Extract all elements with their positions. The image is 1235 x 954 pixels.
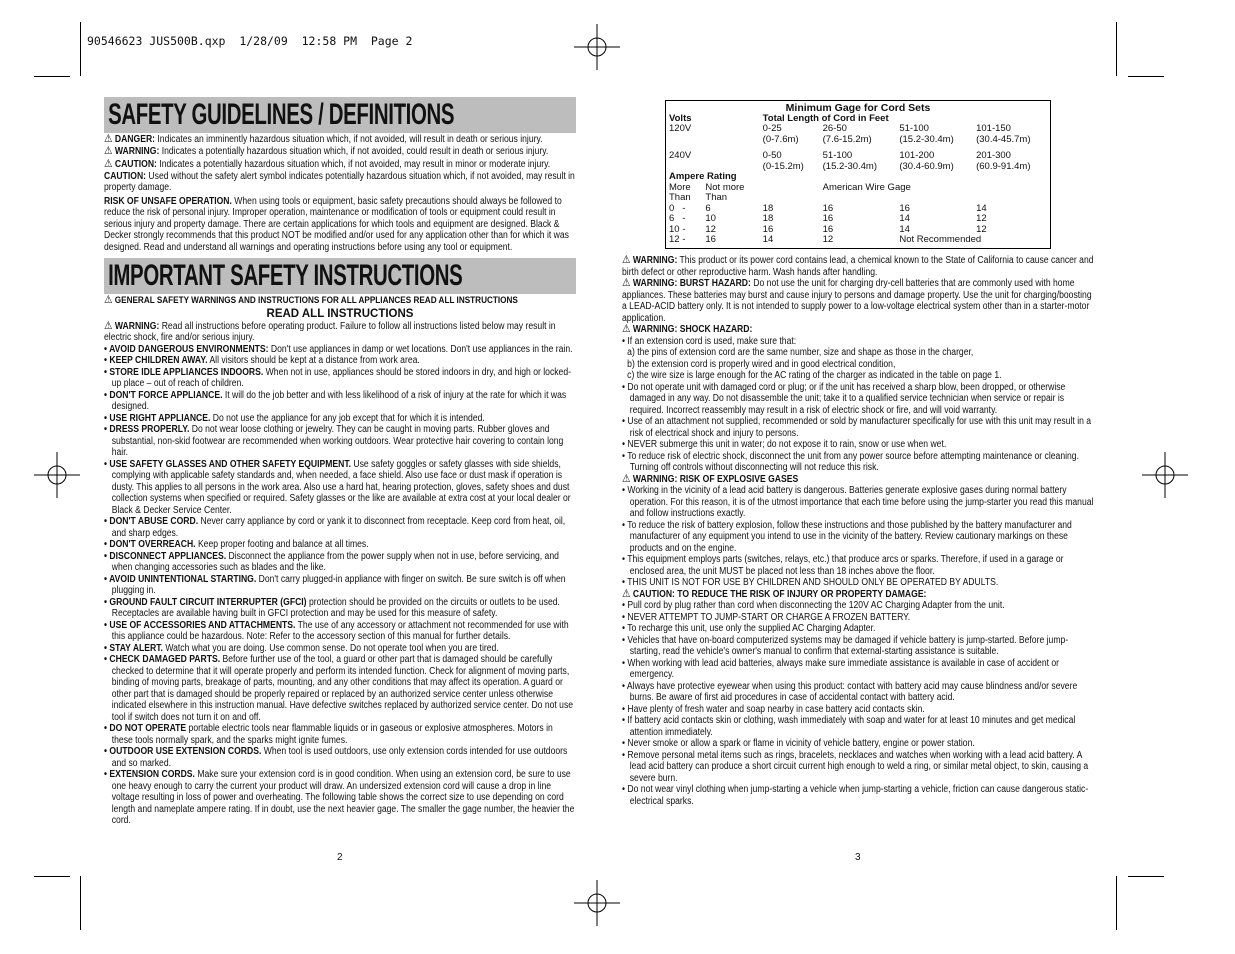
table-row — [666, 151, 1051, 162]
warning-paragraph — [104, 321, 576, 344]
shock-sub-list — [622, 347, 1094, 382]
list-item — [104, 516, 576, 539]
table-cell: (7.6-15.2m) — [822, 133, 872, 145]
definition-danger — [104, 134, 576, 146]
table-row — [666, 135, 1051, 146]
item-label: DON'T OVERREACH. — [109, 539, 196, 550]
table-cell: Than — [705, 192, 728, 203]
table-cell: (30.4-45.7m) — [976, 133, 1031, 145]
left-page — [104, 97, 576, 827]
crop-mark — [1128, 876, 1164, 877]
warning-text: Do not use the unit for charging dry-cell batteries that are commonly used with home appliances. These batteries may burst and cause injury to persons and damage property. Use the unit for charging/boosting a LEAD-ACID battery only. It is not intended to supply power to a low-voltage electrical system other than in a starter-motor application. — [622, 278, 1092, 324]
definition-text: Used without the safety alert symbol indicates potentially hazardous situation which, if not avoided, may result in property damage. — [104, 170, 575, 193]
crop-mark — [1128, 76, 1164, 77]
list-item: • Do not operate unit with damaged cord or plug; or if the unit has received a sharp blow, been dropped, or otherwise damaged in any way. Do not disassemble the unit; take it to a qualified service technician when service or repair is required. Incorrect reassembly may result in a risk of electric shock or fire, and will void warranty. — [622, 381, 1066, 416]
table-cell: 10 — [669, 223, 680, 235]
list-item — [104, 459, 576, 517]
bullet-icon: • — [104, 642, 110, 654]
warning-triangle-icon: ⚠ — [104, 144, 113, 157]
definitions-text — [104, 134, 576, 253]
table-cell: 14 — [899, 213, 910, 224]
printer-slug: 90546623 JUS500B.qxp 1/28/09 12:58 PM Page 2 — [87, 34, 413, 48]
list-item: • THIS UNIT IS NOT FOR USE BY CHILDREN AND SHOULD ONLY BE OPERATED BY ADULTS. — [622, 577, 999, 588]
list-item: • Remove personal metal items such as rings, bracelets, necklaces and watches when working with a lead acid battery. A lead acid battery can produce a short circuit current high enough to weld a ring, or similar metal object, to skin, causing a severe burn. — [622, 749, 1089, 784]
bullet-icon: • — [104, 516, 110, 527]
bullet-icon: • — [104, 596, 110, 608]
list-item: • Pull cord by plug rather than cord when disconnecting the 120V AC Charging Adapter from the unit. — [622, 600, 1005, 611]
section-title: SAFETY GUIDELINES / DEFINITIONS — [108, 98, 455, 131]
right-text — [622, 255, 1094, 807]
page-number: 3 — [855, 852, 861, 863]
table-cell: 12 — [669, 234, 680, 245]
table-cell: 16 — [822, 223, 834, 235]
item-text: Use safety goggles or safety glasses with side shields, complying with applicable safety standards and, when needed, a face shield. Also use face or dust mask if operation is dusty. This applies to all persons in the work area. Also use a hard hat, hearing protection, gloves, safety shoes and dust collection systems when specified or required. Safety glasses or the like are available at extra cost at your local dealer or Black & Decker Service Center. — [111, 458, 571, 516]
item-text: protection should be provided on the circuits or outlets to be used. Receptacles are available having built in GFCI protection and may be used for this measure of safety. — [111, 596, 560, 619]
warning-label: WARNING: SHOCK HAZARD: — [632, 324, 753, 335]
definition-label: RISK OF UNSAFE OPERATION. — [104, 195, 232, 207]
bullet-icon: • — [104, 550, 110, 562]
warning-text: Read all instructions before operating product. Failure to follow all instructions listed below may result in electric shock, fire and/or serious injury. — [104, 320, 556, 343]
definition-text: Indicates an imminently hazardous situation which, if not avoided, will result in death or serious injury. — [155, 134, 543, 145]
list-item: • Working in the vicinity of a lead acid battery is dangerous. Batteries generate explosive gases during normal battery operation. For this reason, it is of the utmost importance that each time before using the jump-starter you read this manual and follow instructions exactly. — [622, 485, 1094, 519]
item-label: USE RIGHT APPLIANCE. — [109, 412, 211, 424]
item-label: AVOID UNINTENTIONAL STARTING. — [109, 573, 257, 585]
warning-triangle-icon: ⚠ — [104, 158, 113, 170]
table-cell: 12 — [976, 223, 987, 235]
bullet-icon: • — [104, 412, 110, 424]
item-label: KEEP CHILDREN AWAY. — [109, 355, 208, 366]
list-item — [104, 551, 576, 574]
table-cell: - — [682, 213, 686, 224]
item-text: Do not wear loose clothing or jewelry. They can be caught in moving parts. Rubber gloves and substantial, non-skid footwear are recommended when working outdoors. Wear protective hair covering to contain long hair. — [111, 424, 564, 458]
ampere-header: Ampere Rating — [669, 171, 737, 182]
table-row — [666, 193, 1051, 204]
read-all-instructions: READ ALL INSTRUCTIONS — [266, 307, 414, 320]
table-cell: 51-100 — [899, 123, 929, 134]
table-cell: 26-50 — [822, 123, 847, 134]
table-cell: 0-50 — [762, 150, 782, 161]
list-item: a) the pins of extension cord are the same number, size and shape as those in the charger, — [627, 347, 974, 358]
list-item — [104, 597, 576, 620]
registration-mark-icon — [1140, 450, 1190, 500]
item-text: It will do the job better and with less likelihood of a risk of injury at the rate for which it was designed. — [111, 389, 567, 412]
table-cell: 201-300 — [976, 150, 1011, 161]
list-item — [104, 746, 576, 769]
table-cell: (0-15.2m) — [762, 160, 804, 172]
bullet-icon: • — [104, 343, 110, 355]
crop-mark — [34, 876, 70, 877]
bullet-icon: • — [104, 458, 110, 470]
warning-triangle-icon: ⚠ — [622, 323, 631, 335]
list-item: • Never smoke or allow a spark or flame in vicinity of vehicle battery, engine or power station. — [622, 738, 975, 749]
list-item: • If battery acid contacts skin or clothing, wash immediately with soap and water for at least 10 minutes and get medical attention immediately. — [622, 715, 1076, 738]
bullet-icon: • — [104, 769, 110, 780]
item-text: Never carry appliance by cord or yank it to disconnect from receptacle. Keep cord from heat, oil, and sharp edges. — [111, 516, 566, 539]
table-cell: - — [682, 234, 686, 245]
list-item — [104, 344, 576, 356]
warning-triangle-icon: ⚠ — [104, 133, 113, 145]
item-text: Keep proper footing and balance at all times. — [195, 539, 369, 550]
table-cell: 16 — [822, 213, 834, 224]
table-cell: (15.2-30.4m) — [822, 160, 878, 172]
item-text: Don't carry plugged-in appliance with finger on switch. Be sure switch is off when plugging in. — [111, 573, 566, 596]
item-label: GROUND FAULT CIRCUIT INTERRUPTER (GFCI) — [109, 596, 307, 608]
volts-header: Volts — [669, 112, 692, 124]
warning-label: WARNING: — [632, 255, 678, 266]
table-cell: (15.2-30.4m) — [899, 133, 954, 145]
list-item — [104, 574, 576, 597]
table-cell: 18 — [762, 213, 774, 224]
table-cell: Not Recommended — [899, 234, 982, 245]
table-cell: 12 — [822, 234, 834, 245]
table-cell: (60.9-91.4m) — [976, 160, 1031, 172]
bullet-icon: • — [104, 723, 110, 734]
table-cell: - — [682, 223, 686, 235]
list-item — [104, 769, 576, 827]
list-item: • Vehicles that have on-board computerized systems may be damaged if vehicle battery is jump-started. Before jump-starting, read the vehicle's owner's manual to confirm that external-starting assistance is suitable. — [622, 634, 1069, 657]
warning-label: WARNING: RISK OF EXPLOSIVE GASES — [632, 473, 799, 485]
warning-triangle-icon: ⚠ — [104, 294, 113, 306]
list-item — [104, 390, 576, 413]
table-cell: 6 — [669, 213, 675, 224]
registration-mark-icon — [32, 450, 82, 500]
crop-mark — [1116, 22, 1117, 76]
table-cell: - — [682, 202, 686, 214]
table-row — [666, 214, 1051, 225]
definition-risk — [104, 196, 576, 254]
table-row — [666, 235, 1051, 248]
section-title: IMPORTANT SAFETY INSTRUCTIONS — [108, 259, 463, 292]
section-banner-instructions — [104, 258, 576, 294]
table-cell: 16 — [899, 202, 910, 214]
table-cell: 6 — [705, 202, 711, 214]
bullet-icon: • — [104, 355, 110, 366]
registration-mark-icon — [572, 878, 622, 928]
table-cell: 16 — [762, 223, 774, 235]
warning-triangle-icon: ⚠ — [104, 319, 113, 332]
explosive-heading — [622, 474, 1094, 486]
table-cell: 101-150 — [976, 123, 1011, 134]
table-cell: 16 — [705, 234, 716, 245]
item-text: Make sure your extension cord is in good condition. When using an extension cord, be sure to use one heavy enough to carry the current your product will draw. An undersized extension cord will cause a drop in line voltage resulting in loss of power and overheating. The following table shows the correct size to use depending on cord length and nameplate ampere rating. If in doubt, use the next heavier gage. The smaller the gage number, the heavier the cord. — [111, 769, 575, 826]
general-warnings-heading — [104, 295, 576, 307]
definition-text: Indicates a potentially hazardous situation which, if not avoided, could result in death or serious injury. — [159, 145, 549, 157]
list-item — [104, 539, 576, 551]
table-cell: Than — [669, 192, 691, 203]
table-cell: American Wire Gage — [822, 181, 911, 193]
length-header: Total Length of Cord in Feet — [762, 112, 889, 124]
table-title: Minimum Gage for Cord Sets — [785, 102, 931, 114]
item-text: Before further use of the tool, a guard or other part that is damaged should be carefully checked to determine that it will operate properly and perform its intended function. Check for alignment of moving parts, binding of moving parts, breakage of parts, mounting, and any other conditions that may affect its operation. A guard or other part that is damaged should be properly repaired or replaced by an authorized service center unless otherwise indicated elsewhere in this instruction manual. Have defective switches replaced by authorized service center. Do not use tool if switch does not turn it on and off. — [111, 654, 574, 723]
table-cell: 12 — [976, 213, 987, 224]
lead-warning — [622, 255, 1094, 278]
item-label: AVOID DANGEROUS ENVIRONMENTS: — [109, 343, 269, 355]
table-cell: (30.4-60.9m) — [899, 160, 954, 172]
list-item — [104, 643, 576, 655]
caution-heading — [622, 589, 1094, 601]
table-cell: 0-25 — [762, 123, 782, 134]
item-label: STORE IDLE APPLIANCES INDOORS. — [109, 366, 264, 378]
item-label: DON'T FORCE APPLIANCE. — [109, 389, 223, 401]
item-text: When not in use, appliances should be stored indoors in dry, and high or locked-up place – out of reach of children. — [111, 366, 571, 389]
bullet-icon: • — [104, 366, 110, 378]
item-text: portable electric tools near flammable liquids or in gaseous or explosive atmospheres. Motors in these tools normally spark, and the sparks might ignite fumes. — [111, 723, 553, 746]
list-item — [104, 424, 576, 459]
list-item — [104, 654, 576, 723]
caution-list — [622, 600, 1094, 807]
list-item: • When working with lead acid batteries, always make sure immediate assistance is available in case of accident or emergency. — [622, 657, 1060, 680]
right-page — [622, 255, 1094, 807]
table-cell: Not more — [705, 181, 745, 193]
table-cell: 0 — [669, 202, 675, 214]
bullet-icon: • — [104, 746, 110, 757]
list-item: • Do not wear vinyl clothing when jump-starting a vehicle when jump-starting a vehicle, friction can cause dangerous static-electrical sparks. — [622, 784, 1089, 807]
warning-triangle-icon: ⚠ — [622, 254, 631, 266]
table-cell: (0-7.6m) — [762, 133, 799, 145]
list-item: • This equipment employs parts (switches, relays, etc.) that produce arcs or sparks. Therefore, if used in a garage or enclosed area, the unit MUST be placed not less than 18 inches above the floor. — [622, 554, 1064, 577]
table-cell: More — [669, 181, 691, 193]
crop-mark — [1116, 876, 1117, 930]
table-cell: 10 — [705, 213, 716, 224]
list-item — [104, 413, 576, 425]
item-label: OUTDOOR USE EXTENSION CORDS. — [109, 746, 262, 757]
list-item: • Always have protective eyewear when using this product: contact with battery acid may cause blindness and/or severe burns. Be aware of first aid procedures in case of accidental contact with battery acid. — [622, 680, 1078, 703]
item-text: Don't use appliances in damp or wet locations. Don't use appliances in the rain. — [268, 343, 573, 355]
list-item: • Use of an attachment not supplied, recommended or sold by manufacturer specifically for use with this unit may result in a risk of electrical shock and injury to persons. — [622, 416, 1092, 439]
table-row — [666, 172, 1051, 183]
shock-heading — [622, 324, 1094, 336]
list-item: • If an extension cord is used, make sure that: — [622, 335, 797, 347]
page-number: 2 — [337, 852, 343, 863]
caution-label: CAUTION: TO REDUCE THE RISK OF INJURY OR PROPERTY DAMAGE: — [632, 588, 927, 600]
general-warnings-text: GENERAL SAFETY WARNINGS AND INSTRUCTIONS FOR ALL APPLIANCES READ ALL INSTRUCTIONS — [114, 295, 518, 306]
warning-triangle-icon: ⚠ — [622, 587, 631, 600]
item-label: STAY ALERT. — [109, 642, 163, 654]
list-item: • To reduce risk of electric shock, disconnect the unit from any power source before attempting maintenance or cleaning. Turning off controls without disconnecting will not reduce this risk. — [622, 450, 1079, 473]
table-row — [666, 101, 1051, 114]
table-cell: 14 — [762, 234, 774, 245]
list-item — [104, 723, 576, 746]
table-cell: 120V — [669, 123, 692, 134]
cord-gage-table — [665, 100, 1051, 249]
table-cell: 14 — [976, 202, 987, 214]
registration-mark-icon — [572, 22, 622, 72]
item-label: DON'T ABUSE CORD. — [109, 516, 199, 527]
warning-label: WARNING: BURST HAZARD: — [632, 278, 751, 289]
table-cell: 12 — [705, 223, 716, 235]
item-label: USE OF ACCESSORIES AND ATTACHMENTS. — [109, 619, 296, 631]
item-text: Watch what you are doing. Use common sense. Do not operate tool when you are tired. — [162, 642, 499, 654]
table-row — [666, 225, 1051, 236]
bullet-icon: • — [104, 424, 110, 435]
crop-mark — [34, 76, 70, 77]
item-text: Do not use the appliance for any job except that for which it is intended. — [210, 412, 485, 424]
list-item: • To recharge this unit, use only the supplied AC Charging Adapter. — [622, 623, 876, 634]
list-item — [104, 620, 576, 643]
definition-caution-property — [104, 171, 576, 194]
bullet-icon: • — [104, 389, 110, 401]
warning-triangle-icon: ⚠ — [622, 277, 631, 289]
list-item: • NEVER ATTEMPT TO JUMP-START OR CHARGE A FROZEN BATTERY. — [622, 611, 911, 623]
bullet-icon: • — [104, 573, 110, 585]
table-row — [666, 124, 1051, 135]
explosive-list — [622, 485, 1094, 589]
table-cell: 16 — [822, 202, 834, 214]
instructions-body — [104, 321, 576, 827]
shock-list — [622, 382, 1094, 474]
list-item: c) the wire size is large enough for the AC rating of the charger as indicated in the table on page 1. — [627, 370, 1002, 381]
list-item: • NEVER submerge this unit in water; do not expose it to rain, snow or use when wet. — [622, 439, 947, 450]
list-item: • To reduce the risk of battery explosion, follow these instructions and those published by the battery manufacturer and manufacturer of any equipment you intend to use in the vicinity of the battery. Review cautionary markings on these products and on the engine. — [622, 519, 1072, 554]
instructions-text — [104, 295, 576, 307]
item-label: USE SAFETY GLASSES AND OTHER SAFETY EQUIPMENT. — [109, 458, 352, 470]
definition-label: DANGER: — [114, 134, 156, 145]
crop-mark — [80, 22, 81, 76]
item-label: EXTENSION CORDS. — [109, 769, 195, 780]
item-label: DRESS PROPERLY. — [109, 424, 190, 435]
table-cell: 240V — [669, 150, 692, 161]
bullet-icon: • — [104, 654, 110, 665]
item-text: The use of any accessory or attachment not recommended for use with this appliance could be hazardous. Note: Refer to the accessory section of this manual for further details. — [111, 619, 569, 642]
crop-mark — [80, 876, 81, 930]
definition-caution — [104, 159, 576, 171]
definition-text: Indicates a potentially hazardous situation which, if not avoided, may result in minor or moderate injury. — [156, 159, 551, 170]
definition-label: CAUTION: — [104, 170, 147, 182]
section-banner-definitions — [104, 97, 576, 133]
warning-label: WARNING: — [114, 320, 160, 332]
table-cell: 14 — [899, 223, 910, 235]
table-cell: 101-200 — [899, 150, 935, 161]
table-cell: 51-100 — [822, 150, 853, 161]
warning-text: This product or its power cord contains lead, a chemical known to the State of California to cause cancer and birth defect or other reproductive harm. Wash hands after handling. — [622, 255, 1094, 278]
bullet-icon: • — [104, 619, 110, 631]
definition-label: CAUTION: — [114, 159, 157, 170]
table-row — [666, 204, 1051, 215]
list-item — [104, 355, 576, 367]
warning-triangle-icon: ⚠ — [622, 472, 631, 485]
list-item: b) the extension cord is properly wired and in good electrical condition, — [627, 358, 896, 370]
list-item: • Have plenty of fresh water and soap nearby in case battery acid contacts skin. — [622, 703, 925, 715]
table-cell: 18 — [762, 202, 774, 214]
item-label: CHECK DAMAGED PARTS. — [109, 654, 221, 665]
definition-label: WARNING: — [114, 145, 160, 157]
item-label: DISCONNECT APPLIANCES. — [109, 550, 227, 562]
bullet-icon: • — [104, 539, 110, 550]
item-text: Disconnect the appliance from the power supply when not in use, before servicing, and when changing accessories such as blades and the like. — [111, 550, 559, 573]
list-item — [104, 367, 576, 390]
item-text: When tool is used outdoors, use only extension cords intended for use outdoors and so marked. — [111, 746, 568, 769]
item-label: DO NOT OPERATE — [109, 723, 187, 734]
item-text: All visitors should be kept at a distance from work area. — [207, 355, 420, 366]
definition-warning — [104, 146, 576, 158]
instruction-list — [104, 344, 576, 827]
definition-text: When using tools or equipment, basic safety precautions should always be followed to reduce the risk of personal injury. Improper operation, maintenance or modification of tools or equipment could result in serious injury and property damage. There are certain applications for which tools and equipment are designed. Black & Decker strongly recommends that this product NOT be modified and/or used for any application other than for which it was designed. Read and understand all warnings and operating instructions before using any tool or equipment. — [104, 195, 569, 253]
burst-warning — [622, 278, 1094, 324]
